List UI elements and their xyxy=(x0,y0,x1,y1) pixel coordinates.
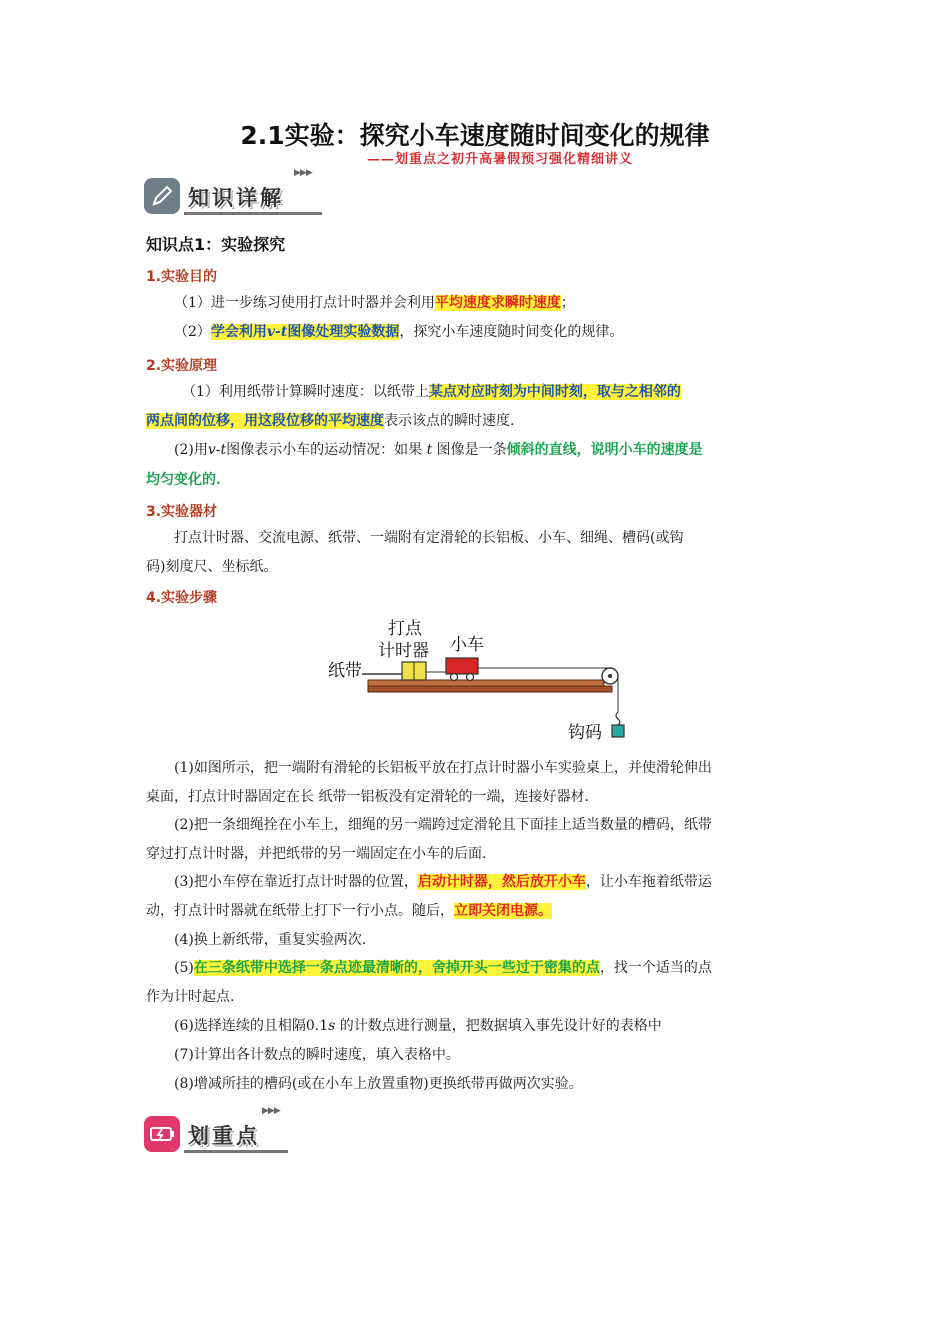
banner-title: 划重点 xyxy=(188,1124,260,1148)
timer-label-2: 计时器 xyxy=(378,641,429,661)
step-2-line-1: (2)把一条细绳拴在小车上，细绳的另一端跨过定滑轮且下面挂上适当数量的槽码，纸带 xyxy=(174,817,712,833)
step-5-line-2: 作为计时起点. xyxy=(146,989,235,1005)
step-1-line-1: (1)如图所示，把一端附有滑轮的长铝板平放在打点计时器小车实验桌上，并使滑轮伸出 xyxy=(174,760,712,776)
board-top xyxy=(368,680,604,686)
hook-weight xyxy=(612,725,624,737)
svg-text:纸带: 纸带 xyxy=(328,661,362,681)
page-subtitle: ——划重点之初升高暑假预习强化精细讲义 xyxy=(366,152,633,167)
principle-line-1: （1）利用纸带计算瞬时速度：以纸带上某点对应时刻为中间时刻，取与之相邻的 xyxy=(182,384,681,400)
step-3-line-2: 动，打点计时器就在纸带上打下一行小点。随后，立即关闭电源。 xyxy=(146,903,552,919)
cart-wheel xyxy=(467,674,474,681)
timer-label-1: 打点 xyxy=(388,619,422,639)
step-5-line-1: (5)在三条纸带中选择一条点迹最清晰的，舍掉开头一些过于密集的点，找一个适当的点 xyxy=(174,960,712,976)
step-1-line-2: 桌面，打点计时器固定在长 纸带一铝板没有定滑轮的一端，连接好器材. xyxy=(146,789,589,805)
principle-line-4: 均匀变化的. xyxy=(146,472,221,488)
cart xyxy=(446,658,478,674)
knowledge-point-heading: 知识点1：实验探究 xyxy=(146,235,286,254)
step-4: (4)换上新纸带，重复实验两次. xyxy=(174,932,367,948)
cart-wheel xyxy=(451,674,458,681)
purpose-line-1: （1）进一步练习使用打点计时器并会利用平均速度求瞬时速度； xyxy=(174,295,575,311)
step-2-line-2: 穿过打点计时器，并把纸带的另一端固定在小车的后面. xyxy=(146,846,487,862)
step-8: (8)增减所挂的槽码(或在小车上放置重物)更换纸带再做两次实验。 xyxy=(174,1076,583,1092)
banner-title: 知识详解 xyxy=(188,186,284,210)
banner-underline xyxy=(184,212,322,215)
tape-label xyxy=(328,661,362,681)
section-heading-principle: 2.实验原理 xyxy=(146,358,218,374)
section-heading-purpose: 1.实验目的 xyxy=(146,269,218,285)
battery-icon xyxy=(144,1116,180,1152)
section-banner-knowledge xyxy=(144,168,334,218)
principle-line-3: (2)用v-t图像表示小车的运动情况：如果 t 图像是一条倾斜的直线，说明小车的速度是 xyxy=(174,442,703,458)
section-heading-equipment: 3.实验器材 xyxy=(146,504,218,520)
car-label: 小车 xyxy=(450,635,484,655)
principle-line-2: 两点间的位移，用这段位移的平均速度表示该点的瞬时速度. xyxy=(146,413,515,429)
section-heading-steps: 4.实验步骤 xyxy=(146,590,218,606)
play-arrows-icon: ▶▶▶ xyxy=(262,1106,280,1116)
long-board xyxy=(368,686,612,692)
banner-underline xyxy=(184,1150,288,1153)
equipment-line-1: 打点计时器、交流电源、纸带、一端附有定滑轮的长铝板、小车、细绳、槽码(或钩 xyxy=(174,530,684,546)
weight-label: 钩码 xyxy=(568,723,602,743)
step-3-line-1: (3)把小车停在靠近打点计时器的位置，启动计时器，然后放开小车，让小车拖着纸带运 xyxy=(174,874,712,890)
step-7: (7)计算出各计数点的瞬时速度，填入表格中。 xyxy=(174,1047,460,1063)
section-banner-key-points xyxy=(144,1106,304,1156)
pencil-icon xyxy=(144,178,180,214)
play-arrows-icon: ▶▶▶ xyxy=(294,168,312,178)
equipment-line-2: 码)刻度尺、坐标纸。 xyxy=(146,559,278,575)
apparatus-diagram xyxy=(320,608,640,748)
step-6: (6)选择连续的且相隔0.1s 的计数点进行测量，把数据填入事先设计好的表格中 xyxy=(174,1018,662,1034)
purpose-line-2: （2）学会利用v-t图像处理实验数据，探究小车速度随时间变化的规律。 xyxy=(174,324,624,340)
page-title: 2.1实验：探究小车速度随时间变化的规律 xyxy=(240,121,710,150)
